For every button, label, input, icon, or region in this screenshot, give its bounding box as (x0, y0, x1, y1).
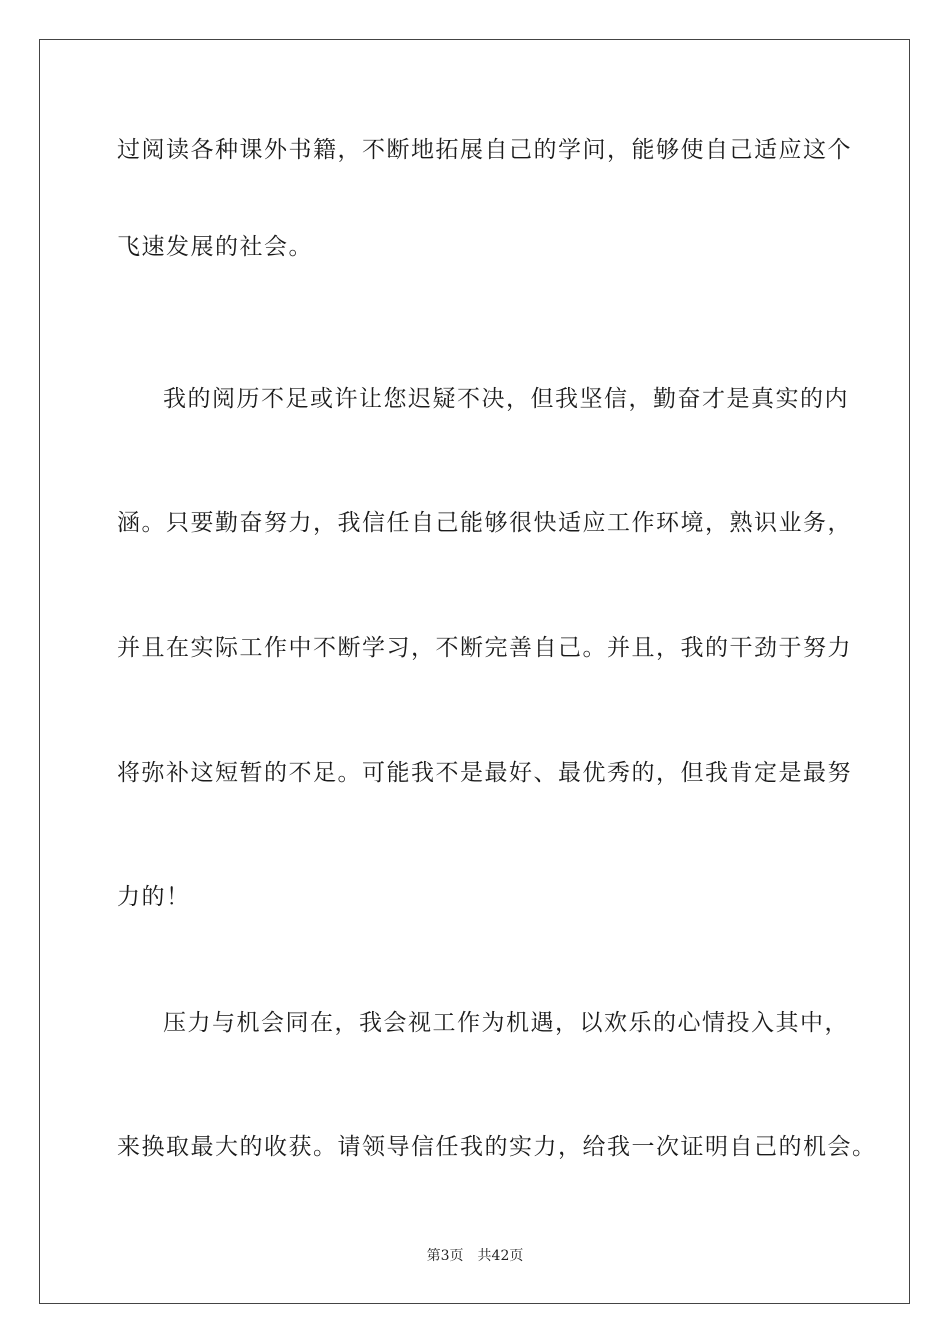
paragraph-line: 涵。只要勤奋努力，我信任自己能够很快适应工作环境，熟识业务， (117, 510, 852, 536)
paragraph-line: 压力与机会同在，我会视工作为机遇，以欢乐的心情投入其中， (163, 1010, 849, 1036)
paragraph-line: 并且在实际工作中不断学习，不断完善自己。并且，我的干劲于努力 (117, 635, 852, 661)
paragraph-line: 力的！ (117, 884, 191, 910)
page-footer (0, 1247, 950, 1265)
page-total: 共42页 (477, 1248, 524, 1264)
paragraph-line: 过阅读各种课外书籍，不断地拓展自己的学问，能够使自己适应这个 (117, 137, 852, 163)
page-number: 第3页 (426, 1248, 464, 1264)
paragraph-line: 我的阅历不足或许让您迟疑不决，但我坚信，勤奋才是真实的内 (163, 386, 849, 412)
page-border (39, 39, 910, 1304)
paragraph-line: 飞速发展的社会。 (117, 234, 313, 260)
paragraph-line: 来换取最大的收获。请领导信任我的实力，给我一次证明自己的机会。 (117, 1134, 877, 1160)
paragraph-line: 将弥补这短暂的不足。可能我不是最好、最优秀的，但我肯定是最努 (117, 760, 852, 786)
